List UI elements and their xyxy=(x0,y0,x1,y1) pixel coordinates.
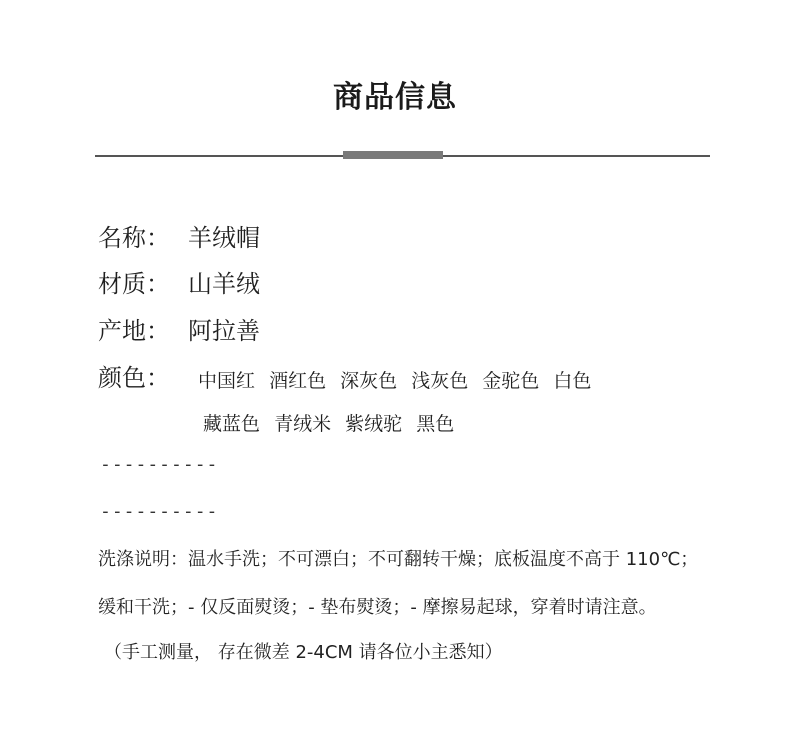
material-label: 材质： xyxy=(98,270,170,298)
color-label: 颜色： xyxy=(98,364,170,392)
field-origin xyxy=(98,311,260,346)
color-option: 金驼色 xyxy=(482,370,540,392)
color-options-row-1 xyxy=(198,366,599,393)
material-value: 山羊绒 xyxy=(188,270,260,298)
color-option: 紫绒驼 xyxy=(345,413,403,435)
color-option: 白色 xyxy=(553,370,592,392)
care-instructions-line-1: 洗涤说明：温水手洗；不可漂白；不可翻转干燥；底板温度不高于 110℃； xyxy=(98,549,699,570)
color-options-row-2 xyxy=(203,409,462,436)
measurement-note: （手工测量， 存在微差 2-4CM 请各位小主悉知） xyxy=(104,642,503,663)
field-material xyxy=(98,264,260,299)
name-value: 羊绒帽 xyxy=(188,224,260,252)
color-option: 藏蓝色 xyxy=(203,413,261,435)
field-color xyxy=(98,358,188,393)
color-option: 中国红 xyxy=(198,370,256,392)
origin-value: 阿拉善 xyxy=(188,317,260,345)
field-name xyxy=(98,218,260,253)
separator-line: ---------- xyxy=(100,454,219,475)
color-option: 浅灰色 xyxy=(411,370,469,392)
color-option: 黑色 xyxy=(416,413,455,435)
color-option: 深灰色 xyxy=(340,370,398,392)
origin-label: 产地： xyxy=(98,317,170,345)
name-label: 名称： xyxy=(98,224,170,252)
separator-line: ---------- xyxy=(100,501,219,522)
color-option: 酒红色 xyxy=(269,370,327,392)
color-option: 青绒米 xyxy=(274,413,332,435)
care-instructions-line-2: 缓和干洗；- 仅反面熨烫；- 垫布熨烫；- 摩擦易起球，穿着时请注意。 xyxy=(98,597,657,618)
page-title: 商品信息 xyxy=(333,80,457,115)
title-divider-accent xyxy=(343,151,443,159)
